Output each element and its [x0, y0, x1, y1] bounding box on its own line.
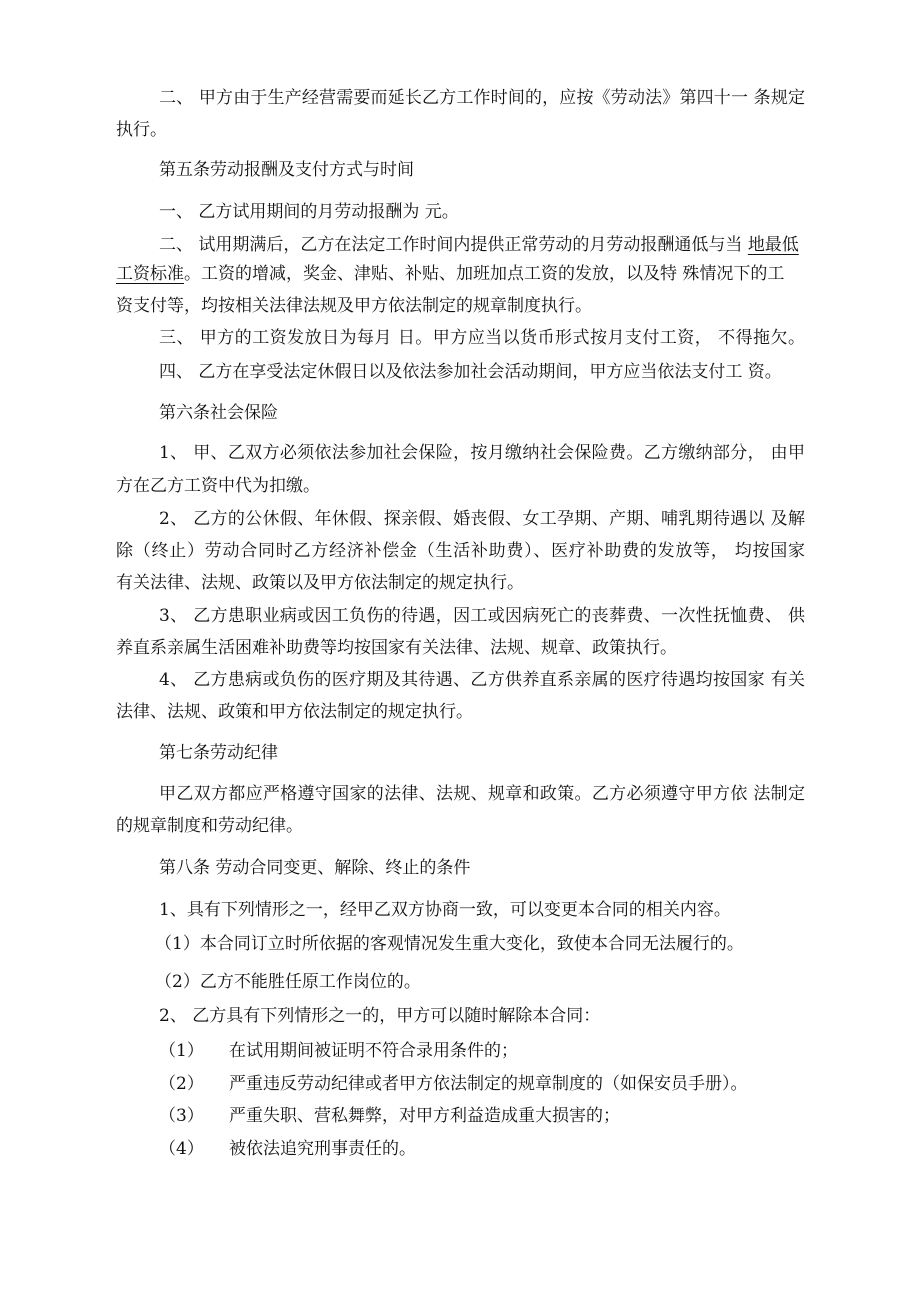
article5-para2-underlined-1: 地最低 [747, 235, 799, 255]
article8-title: 第八条 劳动合同变更、解除、终止的条件 [159, 858, 471, 878]
article8-para1-item1: （1）本合同订立时所依据的客观情况发生重大变化，致使本合同无法履行的。 [155, 934, 744, 954]
article6-para2-line1: 2、 乙方的公休假、年休假、探亲假、婚丧假、女工孕期、产期、哺乳期待遇以 及解 [159, 509, 805, 529]
item-text: 在试用期间被证明不符合录用条件的； [229, 1041, 518, 1061]
article6-para2-line2: 除（终止）劳动合同时乙方经济补偿金（生活补助费）、医疗补助费的发放等， 均按国家 [116, 541, 805, 561]
article6-para3-line1: 3、 乙方患职业病或因工负伤的待遇，因工或因病死亡的丧葬费、一次性抚恤费、 供 [159, 606, 805, 626]
item-number: （3） [159, 1106, 204, 1126]
article6-para2-line3: 有关法律、法规、政策以及甲方依法制定的规定执行。 [116, 573, 524, 593]
item-number: （4） [159, 1139, 204, 1159]
article6-para4-line1: 4、 乙方患病或负伤的医疗期及其待遇、乙方供养直系亲属的医疗待遇均按国家 有关 [159, 670, 805, 690]
item-text: 严重失职、营私舞弊，对甲方利益造成重大损害的； [229, 1106, 620, 1126]
article8-para1: 1、具有下列情形之一，经甲乙双方协商一致，可以变更本合同的相关内容。 [159, 900, 731, 920]
article5-para2-line1 [159, 233, 805, 257]
item-number: （1） [159, 1041, 204, 1061]
article6-title: 第六条社会保险 [159, 403, 278, 423]
article5-para2-underlined-2: 工资标准 [116, 264, 184, 284]
article6-para4-line2: 法律、法规、政策和甲方依法制定的规定执行。 [116, 702, 473, 722]
article5-title: 第五条劳动报酬及支付方式与时间 [159, 160, 414, 180]
item-text: 被依法追究刑事责任的。 [229, 1139, 416, 1159]
article7-para1-line2: 的规章制度和劳动纪律。 [116, 816, 303, 836]
article8-para1-item2: （2）乙方不能胜任原工作岗位的。 [155, 972, 421, 992]
article6-para3-line2: 养直系亲属生活困难补助费等均按国家有关法律、法规、规章、政策执行。 [116, 638, 677, 658]
article7-para1-line1: 甲乙双方都应严格遵守国家的法律、法规、规章和政策。乙方必须遵守甲方依 法制定 [159, 784, 805, 804]
article5-para2-line2-text: 。工资的增减，奖金、津贴、补贴、加班加点工资的发放，以及特 殊情况下的工 [184, 264, 785, 284]
item-number: （2） [159, 1074, 204, 1094]
article5-para4: 四、 乙方在享受法定休假日以及依法参加社会活动期间，甲方应当依法支付工 资。 [159, 362, 782, 382]
item-text: 严重违反劳动纪律或者甲方依法制定的规章制度的（如保安员手册）。 [229, 1074, 748, 1094]
article4-para2-line2: 执行。 [116, 120, 167, 140]
article5-para1: 一、 乙方试用期间的月劳动报酬为 元。 [159, 202, 459, 222]
article6-para1-line2: 方在乙方工资中代为扣缴。 [116, 476, 320, 496]
article6-para1-line1: 1、 甲、乙双方必须依法参加社会保险，按月缴纳社会保险费。乙方缴纳部分， 由甲 [159, 443, 805, 463]
article4-para2-line1: 二、 甲方由于生产经营需要而延长乙方工作时间的，应按《劳动法》第四十一 条规定 [159, 88, 805, 108]
article5-para2-line1-text: 二、 试用期满后，乙方在法定工作时间内提供正常劳动的月劳动报酬通低与当 [159, 235, 748, 255]
article5-para2-line2 [116, 262, 805, 286]
article8-para2: 2、 乙方具有下列情形之一的，甲方可以随时解除本合同： [159, 1006, 601, 1026]
article5-para2-line3: 资支付等，均按相关法律法规及甲方依法制定的规章制度执行。 [116, 296, 592, 316]
article5-para3: 三、 甲方的工资发放日为每月 日。甲方应当以货币形式按月支付工资， 不得拖欠。 [159, 328, 805, 348]
article7-title: 第七条劳动纪律 [159, 743, 278, 763]
